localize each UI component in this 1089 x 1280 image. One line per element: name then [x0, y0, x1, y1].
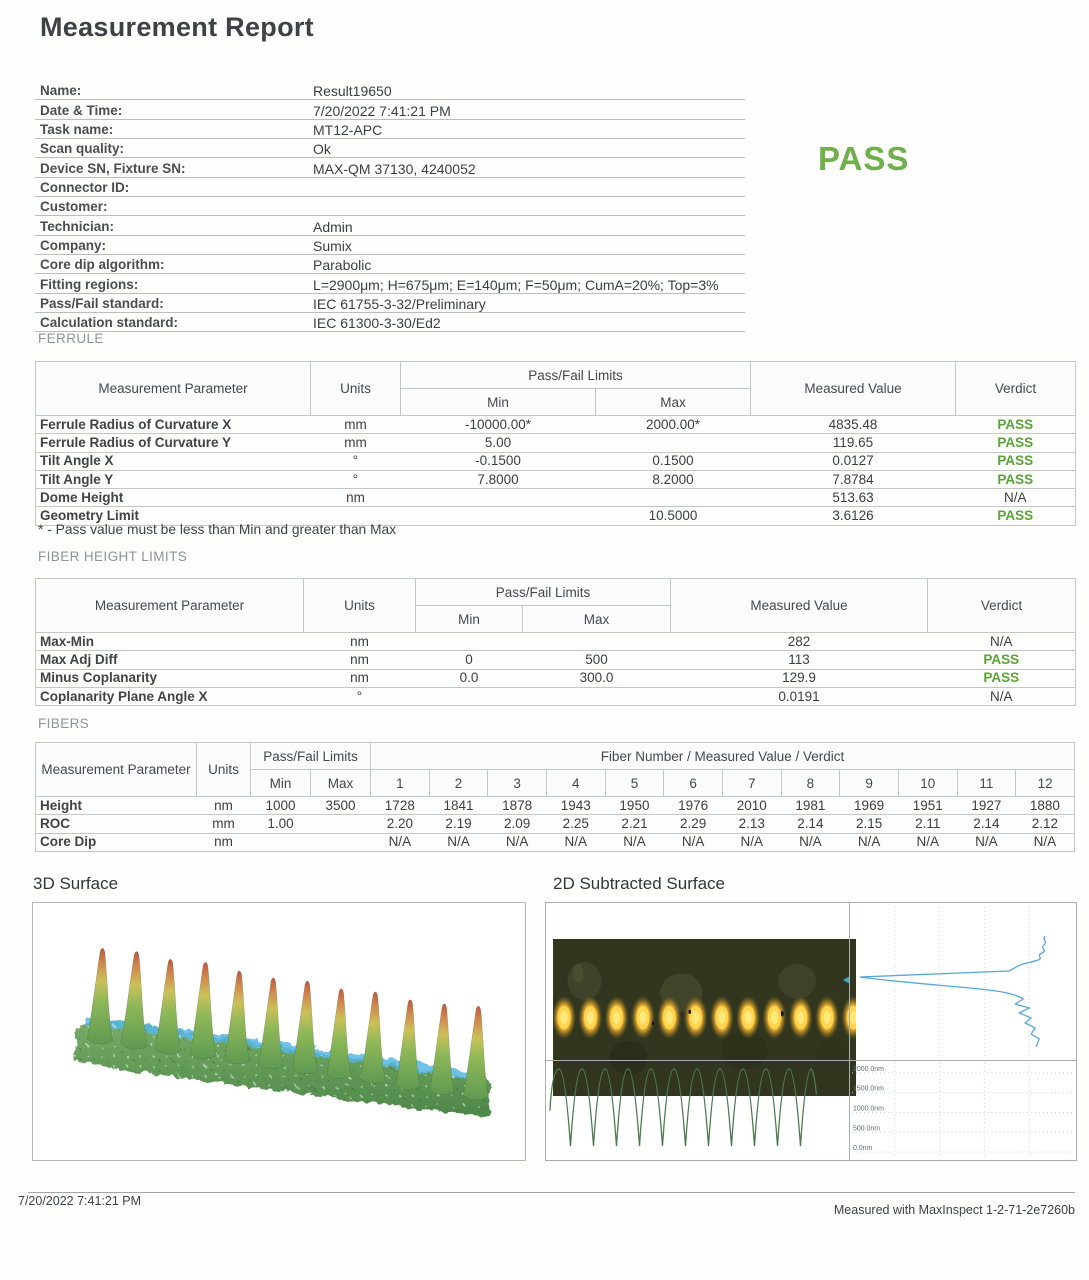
cell-param: Tilt Angle Y: [36, 470, 311, 488]
scale-label: 0.0nm: [852, 1145, 873, 1153]
cell-value: 2.12: [1016, 815, 1075, 833]
col-header-fiber-8: 8: [781, 770, 840, 797]
cell-max: [523, 687, 671, 705]
section-label-fiber-height-limits: FIBER HEIGHT LIMITS: [38, 549, 188, 564]
cell-units: nm: [197, 797, 251, 815]
cell-verdict: PASS: [956, 434, 1076, 452]
cell-value: 4835.48: [751, 416, 956, 434]
cell-param: Dome Height: [36, 489, 311, 507]
cell-units: mm: [197, 815, 251, 833]
cell-param: Tilt Angle X: [36, 452, 311, 470]
info-value: Sumix: [313, 238, 352, 255]
cell-value: 1728: [371, 797, 430, 815]
cell-value: 1950: [605, 797, 664, 815]
cell-max: [596, 434, 751, 452]
cell-param: Max-Min: [36, 633, 304, 651]
col-header-parameter: Measurement Parameter: [36, 362, 311, 416]
col-header-fiber-7: 7: [722, 770, 781, 797]
col-header-verdict: Verdict: [956, 362, 1076, 416]
surface-2d-panel: [545, 902, 1077, 1161]
info-label: Company:: [40, 238, 107, 254]
cell-param: Core Dip: [36, 833, 197, 851]
scale-label: 1000.0nm: [852, 1105, 884, 1113]
cell-max: 8.2000: [596, 470, 751, 488]
cell-value: N/A: [957, 833, 1016, 851]
cell-value: 1878: [488, 797, 547, 815]
cell-value: 0.0127: [751, 452, 956, 470]
cell-value: 1981: [781, 797, 840, 815]
fiber-height-limits-table: [35, 578, 1076, 706]
cell-units: °: [311, 452, 401, 470]
table-row: [36, 687, 1076, 705]
table-row: [36, 815, 1075, 833]
cell-min: 1000: [251, 797, 311, 815]
info-row: [35, 313, 745, 332]
cell-units: nm: [304, 651, 416, 669]
table-row: [36, 489, 1076, 507]
cell-value: N/A: [898, 833, 957, 851]
cell-value: 1951: [898, 797, 957, 815]
cell-value: 2.14: [781, 815, 840, 833]
info-label: Name:: [40, 83, 82, 99]
cell-value: 1976: [664, 797, 723, 815]
info-row: [35, 255, 745, 274]
cell-min: 0: [416, 651, 523, 669]
cell-max: 300.0: [523, 669, 671, 687]
cell-min: [251, 833, 311, 851]
cell-verdict: N/A: [956, 489, 1076, 507]
footer-attribution: Measured with MaxInspect 1-2-71-2e7260b: [833, 1203, 1075, 1217]
cell-param: Ferrule Radius of Curvature Y: [36, 434, 311, 452]
table-row: [36, 452, 1076, 470]
cell-param: Ferrule Radius of Curvature X: [36, 416, 311, 434]
cell-value: 7.8784: [751, 470, 956, 488]
cell-value: 282: [671, 633, 928, 651]
info-value: MT12-APC: [313, 122, 383, 139]
col-header-max: Max: [311, 770, 371, 797]
info-label: Customer:: [40, 199, 108, 215]
footer-divider: [28, 1192, 1075, 1193]
height-waveform-quadrant: [546, 1060, 849, 1160]
cell-min: [416, 687, 523, 705]
cell-value: N/A: [722, 833, 781, 851]
col-header-fiber-3: 3: [488, 770, 547, 797]
cell-value: 1927: [957, 797, 1016, 815]
info-label: Scan quality:: [40, 141, 125, 157]
report-info-table: [35, 81, 745, 332]
cell-max: 0.1500: [596, 452, 751, 470]
cell-value: 1880: [1016, 797, 1075, 815]
cell-max: [311, 815, 371, 833]
cell-value: 2.14: [957, 815, 1016, 833]
cell-value: 2.29: [664, 815, 723, 833]
col-header-fiber-9: 9: [840, 770, 899, 797]
col-header-fiber-5: 5: [605, 770, 664, 797]
ferrule-footnote: * - Pass value must be less than Min and greater than Max: [38, 522, 397, 537]
info-row: [35, 100, 745, 119]
info-row: [35, 178, 745, 197]
cell-min: 7.8000: [401, 470, 596, 488]
scale-label: 500.0nm: [852, 1125, 881, 1133]
info-row: [35, 294, 745, 313]
cell-value: N/A: [488, 833, 547, 851]
cell-max: [596, 489, 751, 507]
cell-value: N/A: [371, 833, 430, 851]
scale-label: 2000.0nm: [852, 1065, 884, 1073]
info-row: [35, 158, 745, 177]
cell-value: N/A: [605, 833, 664, 851]
col-header-parameter: Measurement Parameter: [36, 579, 304, 633]
col-header-max: Max: [523, 606, 671, 633]
fibers-table: [35, 742, 1075, 852]
info-value: Admin: [313, 218, 353, 235]
cell-value: N/A: [664, 833, 723, 851]
cell-min: 5.00: [401, 434, 596, 452]
info-value: Parabolic: [313, 257, 372, 274]
cell-units: nm: [304, 633, 416, 651]
info-value: 7/20/2022 7:41:21 PM: [313, 102, 451, 119]
cell-verdict: N/A: [928, 687, 1076, 705]
cell-value: 2.19: [429, 815, 488, 833]
cell-units: °: [311, 470, 401, 488]
col-header-units: Units: [304, 579, 416, 633]
cell-units: nm: [311, 489, 401, 507]
col-header-fiber-6: 6: [664, 770, 723, 797]
cell-value: 129.9: [671, 669, 928, 687]
cell-min: -10000.00*: [401, 416, 596, 434]
col-header-limits: Pass/Fail Limits: [416, 579, 671, 606]
cell-param: Minus Coplanarity: [36, 669, 304, 687]
cell-value: N/A: [781, 833, 840, 851]
cell-value: 2.21: [605, 815, 664, 833]
surface-3d-panel: [32, 902, 526, 1161]
cell-value: 2.20: [371, 815, 430, 833]
col-header-verdict: Verdict: [928, 579, 1076, 633]
col-header-fiber-2: 2: [429, 770, 488, 797]
cell-param: ROC: [36, 815, 197, 833]
cell-units: nm: [304, 669, 416, 687]
info-row: [35, 274, 745, 293]
cell-max: [311, 833, 371, 851]
info-label: Calculation standard:: [40, 315, 179, 331]
table-row: [36, 833, 1075, 851]
overall-verdict-badge: PASS: [818, 140, 910, 177]
cell-min: [401, 507, 596, 525]
cell-max: [523, 633, 671, 651]
info-row: [35, 197, 745, 216]
table-row: [36, 633, 1076, 651]
cell-value: 119.65: [751, 434, 956, 452]
cell-min: [401, 489, 596, 507]
info-label: Pass/Fail standard:: [40, 296, 164, 312]
col-header-fiber-number: Fiber Number / Measured Value / Verdict: [371, 743, 1075, 770]
info-label: Date & Time:: [40, 102, 123, 118]
cell-value: N/A: [429, 833, 488, 851]
ferrule-table: [35, 361, 1076, 526]
cell-min: 0.0: [416, 669, 523, 687]
cell-value: 1841: [429, 797, 488, 815]
cell-units: °: [304, 687, 416, 705]
col-header-fiber-11: 11: [957, 770, 1016, 797]
cell-verdict: PASS: [928, 651, 1076, 669]
cell-value: 2.11: [898, 815, 957, 833]
col-header-parameter: Measurement Parameter: [36, 743, 197, 797]
cell-min: 1.00: [251, 815, 311, 833]
info-label: Device SN, Fixture SN:: [40, 160, 186, 176]
cell-value: 1969: [840, 797, 899, 815]
col-header-min: Min: [401, 389, 596, 416]
col-header-limits: Pass/Fail Limits: [251, 743, 371, 770]
info-value: L=2900μm; H=675μm; E=140μm; F=50μm; CumA=20%; Top=3%: [313, 276, 719, 293]
table-row: [36, 669, 1076, 687]
height-scale-quadrant: [849, 1060, 1076, 1160]
info-value: IEC 61755-3-32/Preliminary: [313, 296, 486, 313]
cell-value: 2010: [722, 797, 781, 815]
cell-value: 113: [671, 651, 928, 669]
table-row: [36, 470, 1076, 488]
page-title: Measurement Report: [40, 12, 314, 42]
cell-verdict: PASS: [956, 416, 1076, 434]
table-row: [36, 651, 1076, 669]
info-label: Core dip algorithm:: [40, 257, 165, 273]
cell-verdict: PASS: [956, 470, 1076, 488]
surface-3d-plot: [33, 903, 525, 1160]
endface-image-quadrant: [546, 903, 849, 1060]
height-scale-grid: [850, 1061, 1076, 1160]
cell-value: N/A: [1016, 833, 1075, 851]
info-row: [35, 120, 745, 139]
cell-value: 513.63: [751, 489, 956, 507]
col-header-fiber-10: 10: [898, 770, 957, 797]
surface-3d-title: 3D Surface: [33, 874, 119, 893]
cell-verdict: PASS: [928, 669, 1076, 687]
table-row: [36, 434, 1076, 452]
table-row: [36, 797, 1075, 815]
cell-max: 10.5000: [596, 507, 751, 525]
col-header-fiber-12: 12: [1016, 770, 1075, 797]
info-value: Result19650: [313, 83, 392, 100]
cell-param: Coplanarity Plane Angle X: [36, 687, 304, 705]
cell-value: 1943: [546, 797, 605, 815]
surface-2d-title: 2D Subtracted Surface: [553, 874, 725, 893]
cell-max: 2000.00*: [596, 416, 751, 434]
footer-datetime: 7/20/2022 7:41:21 PM: [18, 1194, 142, 1208]
col-header-units: Units: [311, 362, 401, 416]
info-label: Technician:: [40, 218, 115, 234]
cell-units: mm: [311, 434, 401, 452]
vertical-profile-quadrant: [849, 903, 1076, 1060]
cell-min: [416, 633, 523, 651]
cell-value: N/A: [546, 833, 605, 851]
col-header-max: Max: [596, 389, 751, 416]
info-value: Ok: [313, 141, 331, 158]
info-row: [35, 216, 745, 235]
cell-value: 2.13: [722, 815, 781, 833]
cell-verdict: PASS: [956, 507, 1076, 525]
col-header-fiber-4: 4: [546, 770, 605, 797]
table-row: [36, 416, 1076, 434]
cell-max: 3500: [311, 797, 371, 815]
section-label-ferrule: FERRULE: [38, 331, 104, 346]
cell-value: 2.09: [488, 815, 547, 833]
cell-units: nm: [197, 833, 251, 851]
col-header-min: Min: [416, 606, 523, 633]
cell-value: 2.25: [546, 815, 605, 833]
cell-param: Height: [36, 797, 197, 815]
height-waveform-chart: [546, 1061, 849, 1160]
info-label: Fitting regions:: [40, 276, 139, 292]
cell-value: 0.0191: [671, 687, 928, 705]
info-label: Connector ID:: [40, 180, 130, 196]
cell-max: 500: [523, 651, 671, 669]
info-value: IEC 61300-3-30/Ed2: [313, 315, 441, 332]
col-header-fiber-1: 1: [371, 770, 430, 797]
info-row: [35, 236, 745, 255]
cell-verdict: N/A: [928, 633, 1076, 651]
col-header-units: Units: [197, 743, 251, 797]
info-value: MAX-QM 37130, 4240052: [313, 160, 476, 177]
cell-min: -0.1500: [401, 452, 596, 470]
cell-value: 2.15: [840, 815, 899, 833]
col-header-measured: Measured Value: [751, 362, 956, 416]
cell-value: 3.6126: [751, 507, 956, 525]
cell-param: Geometry Limit: [36, 507, 311, 525]
cell-value: N/A: [840, 833, 899, 851]
info-row: [35, 139, 745, 158]
col-header-measured: Measured Value: [671, 579, 928, 633]
info-label: Task name:: [40, 122, 114, 138]
vertical-profile-chart: [850, 903, 1076, 1060]
scale-label: 1500.0nm: [852, 1085, 884, 1093]
cell-param: Max Adj Diff: [36, 651, 304, 669]
info-row: [35, 81, 745, 100]
cell-verdict: PASS: [956, 452, 1076, 470]
section-label-fibers: FIBERS: [38, 716, 90, 731]
cell-units: mm: [311, 416, 401, 434]
col-header-min: Min: [251, 770, 311, 797]
col-header-limits: Pass/Fail Limits: [401, 362, 751, 389]
